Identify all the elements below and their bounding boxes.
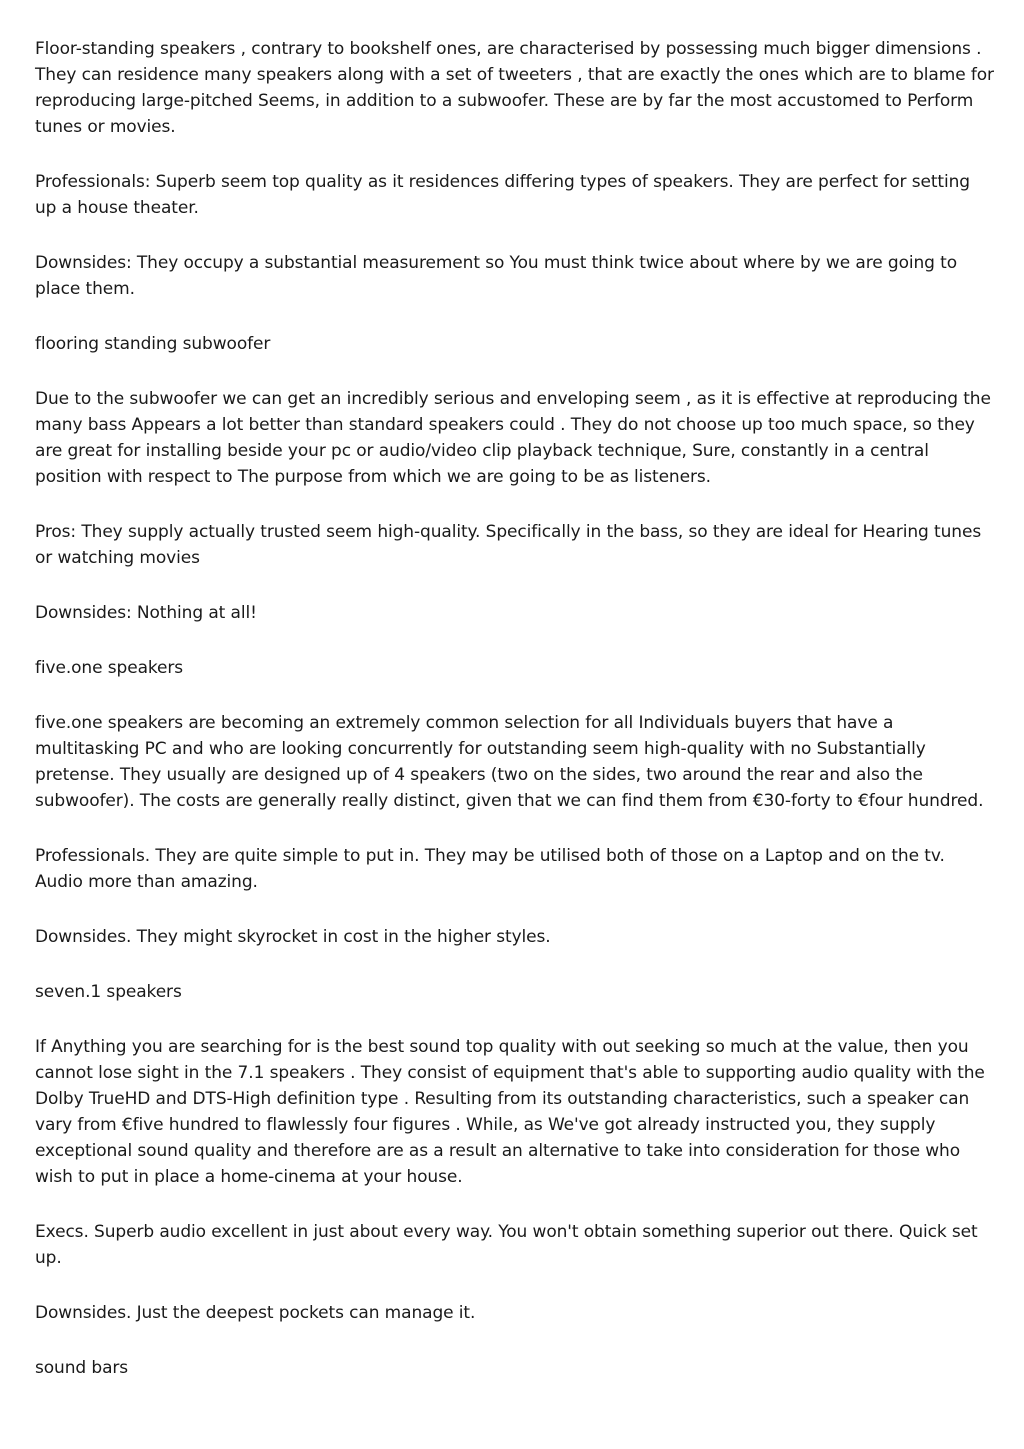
paragraph-seven-one-cons: Downsides. Just the deepest pockets can manage it.	[35, 1303, 476, 1323]
paragraph-subwoofer-pros: Pros: They supply actually trusted seem high-quality. Specifically in the bass, so they are ideal for Hearing tunes or watching movies	[35, 522, 982, 568]
heading-five-one-speakers: five.one speakers	[35, 658, 184, 678]
paragraph-five-one-intro: five.one speakers are becoming an extremely common selection for all Individuals buyers that have a multitasking PC and who are looking concurrently for outstanding seem high-quality with no Substantially pretense. They usually are designed up of 4 speakers (two on the sides, two around the rear and also the subwoofer). The costs are generally really distinct, given that we can find them from €30-forty to €four hundred.	[35, 713, 984, 811]
paragraph-floor-standing-pros: Professionals: Superb seem top quality as it residences differing types of speakers. They are perfect for setting up a house theater.	[35, 172, 970, 218]
heading-sound-bars: sound bars	[35, 1358, 129, 1378]
heading-seven-one-speakers: seven.1 speakers	[35, 982, 182, 1002]
paragraph-five-one-pros: Professionals. They are quite simple to put in. They may be utilised both of those on a Laptop and on the tv. Audio more than amazing.	[35, 846, 945, 892]
heading-floor-standing-subwoofer: flooring standing subwoofer	[35, 334, 271, 354]
paragraph-five-one-cons: Downsides. They might skyrocket in cost in the higher styles.	[35, 927, 551, 947]
paragraph-seven-one-pros: Execs. Superb audio excellent in just about every way. You won't obtain something superior out there. Quick set up.	[35, 1222, 978, 1268]
paragraph-floor-standing-intro: Floor-standing speakers , contrary to bookshelf ones, are characterised by possessing much bigger dimensions . They can residence many speakers along with a set of tweeters , that are exactly the ones which are to blame for reproducing large-pitched Seems, in addition to a subwoofer. These are by far the most accustomed to Perform tunes or movies.	[35, 39, 994, 137]
paragraph-subwoofer-cons: Downsides: Nothing at all!	[35, 603, 257, 623]
document-body	[35, 36, 995, 1410]
paragraph-seven-one-intro: If Anything you are searching for is the best sound top quality with out seeking so much at the value, then you cannot lose sight in the 7.1 speakers . They consist of equipment that's able to supporting audio quality with the Dolby TrueHD and DTS-High definition type . Resulting from its outstanding characteristics, such a speaker can vary from €five hundred to flawlessly four figures . While, as We've got already instructed you, they supply exceptional sound quality and therefore are as a result an alternative to take into consideration for those who wish to put in place a home-cinema at your house.	[35, 1037, 985, 1187]
paragraph-floor-standing-cons: Downsides: They occupy a substantial measurement so You must think twice about where by we are going to place them.	[35, 253, 958, 299]
paragraph-subwoofer-intro: Due to the subwoofer we can get an incredibly serious and enveloping seem , as it is effective at reproducing the many bass Appears a lot better than standard speakers could . They do not choose up too much space, so they are great for installing beside your pc or audio/video clip playback technique, Sure, constantly in a central position with respect to The purpose from which we are going to be as listeners.	[35, 389, 991, 487]
